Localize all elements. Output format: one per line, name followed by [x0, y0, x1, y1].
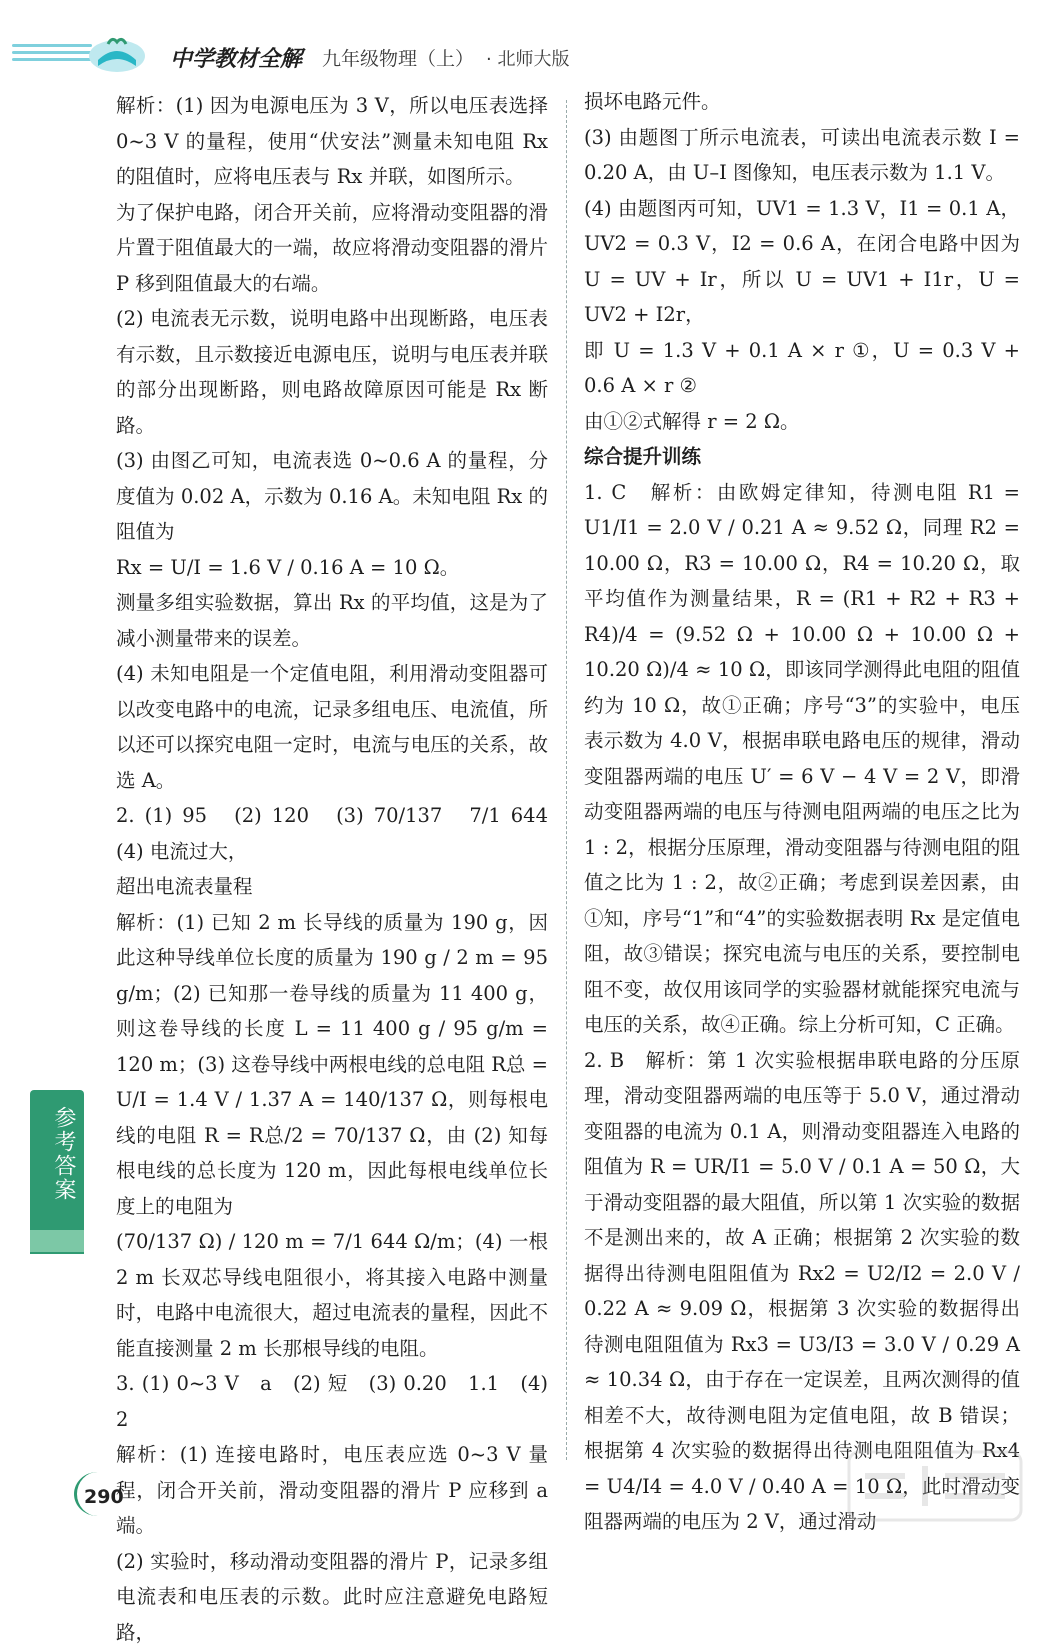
right-column [584, 84, 1020, 1540]
paragraph: (2) 电流表无示数，说明电路中出现断路，电压表有示数，且示数接近电源电压，说明与电压表并联的部分出现断路，则电路故障原因可能是 Rx 断路。 [116, 301, 548, 443]
side-tab-label: 参考答案 [38, 1106, 76, 1202]
column-divider [566, 100, 567, 1460]
side-tab [30, 1090, 84, 1230]
paragraph: 2. B 解析：第 1 次实验根据串联电路的分压原理，滑动变阻器两端的电压等于 5.0 V，通过滑动变阻器的电流为 0.1 A，则滑动变阻器连入电路的阻值为 R = UR/I1 = 5.0 V / 0.1 A = 50 Ω，大于滑动变阻器的最大阻值，所以第 1 次实验的数据不是测出来的，故 A 正确；根据第 2 次实验的数据得出待测电阻阻值为 Rx2 = U2/I2 = 2.0 V / 0.22 A ≈ 9.09 Ω，根据第 3 次实验的数据得出待测电阻阻值为 Rx3 = U3/I3 = 3.0 V / 0.29 A ≈ 10.34 Ω，由于存在一定误差，且两次测得的值相差不大，故待测电阻为定值电阻，故 B 错误；根据第 4 次实验的数据得出待测电阻阻值为 Rx4 = U4/I4 = 4.0 V / 0.40 A = 10 Ω，此时滑动变阻器两端的电压为 2 V，通过滑动 [584, 1043, 1020, 1540]
answer-line: 2. (1) 95 (2) 120 (3) 70/137 7/1 644 (4) 电流过大， [116, 798, 548, 869]
page-header [0, 0, 1043, 80]
paragraph: 测量多组实验数据，算出 Rx 的平均值，这是为了减小测量带来的误差。 [116, 585, 548, 656]
paragraph: 损坏电路元件。 [584, 84, 1020, 120]
header-title: 中学教材全解 [170, 42, 302, 73]
paragraph: 1. C 解析：由欧姆定律知，待测电阻 R1 = U1/I1 = 2.0 V / 0.21 A ≈ 9.52 Ω，同理 R2 = 10.00 Ω，R3 = 10.00 Ω，R4 = 10.20 Ω，取平均值作为测量结果，R = (R1 + R2 + R3 + R4)/4 = (9.52 Ω + 10.00 Ω + 10.00 Ω + 10.20 Ω)/4 ≈ 10 Ω，即该同学测得此电阻的阻值约为 10 Ω，故①正确；序号“3”的实验中，电压表示数为 4.0 V，根据串联电路电压的规律，滑动变阻器两端的电压 U′ = 6 V − 4 V = 2 V，即滑动变阻器两端的电压与待测电阻两端的电压之比为 1 : 2，根据分压原理，滑动变阻器与待测电阻的阻值之比为 1 : 2，故②正确；考虑到误差因素，由①知，序号“1”和“4”的实验数据表明 Rx 是定值电阻，故③错误；探究电流与电压的关系，要控制电阻不变，故仅用该同学的实验器材就能探究电流与电压的关系，故④正确。综上分析可知，C 正确。 [584, 475, 1020, 1043]
side-tab-underline [30, 1252, 84, 1254]
formula-line: Rx = U/I = 1.6 V / 0.16 A = 10 Ω。 [116, 550, 548, 586]
book-logo-icon [86, 30, 148, 74]
paragraph: (2) 实验时，移动滑动变阻器的滑片 P，记录多组电流表和电压表的示数。此时应注意避免电路短路， [116, 1544, 548, 1650]
side-tab-foot [30, 1230, 84, 1252]
paragraph: (3) 由题图丁所示电流表，可读出电流表示数 I = 0.20 A，由 U–I 图像知，电压表示数为 1.1 V。 [584, 120, 1020, 191]
left-column [116, 88, 548, 1650]
paragraph: 解析：(1) 连接电路时，电压表应选 0~3 V 量程，闭合开关前，滑动变阻器的滑片 P 应移到 a 端。 [116, 1437, 548, 1544]
answer-line: 3. (1) 0~3 V a (2) 短 (3) 0.20 1.1 (4) 2 [116, 1366, 548, 1437]
paragraph: (4) 由题图丙可知，UV1 = 1.3 V，I1 = 0.1 A，UV2 = 0.3 V，I2 = 0.6 A，在闭合电路中因为 U = UV + Ir，所以 U = UV1 + I1r，U = UV2 + I2r， [584, 191, 1020, 333]
paragraph: 解析：(1) 已知 2 m 长导线的质量为 190 g，因此这种导线单位长度的质量为 190 g / 2 m = 95 g/m；(2) 已知那一卷导线的质量为 11 400 g，则这卷导线的长度 L = 11 400 g / 95 g/m = 120 m；(3) 这卷导线中两根电线的总电阻 R总 = U/I = 1.4 V / 1.37 A = 140/137 Ω，则每根电线的电阻 R = R总/2 = 70/137 Ω，由 (2) 知每根电线的总长度为 120 m，因此每根电线单位长度上的电阻为 [116, 905, 548, 1225]
header-edition: · 北师大版 [486, 45, 569, 71]
watermark-logo-icon [845, 1446, 1025, 1526]
header-subtitle: 九年级物理（上） [322, 44, 474, 71]
paragraph: (3) 由图乙可知，电流表选 0~0.6 A 的量程，分度值为 0.02 A，示数为 0.16 A。未知电阻 Rx 的阻值为 [116, 443, 548, 550]
page-number: 290 [84, 1486, 124, 1508]
header-decoration [12, 44, 92, 66]
paragraph: 由①②式解得 r = 2 Ω。 [584, 404, 1020, 440]
paragraph: 为了保护电路，闭合开关前，应将滑动变阻器的滑片置于阻值最大的一端，故应将滑动变阻器的滑片 P 移到阻值最大的右端。 [116, 195, 548, 302]
section-heading: 综合提升训练 [584, 439, 1020, 475]
formula-line: 即 U = 1.3 V + 0.1 A × r ①，U = 0.3 V + 0.6 A × r ② [584, 333, 1020, 404]
answer-line: 超出电流表量程 [116, 869, 548, 905]
paragraph: (70/137 Ω) / 120 m = 7/1 644 Ω/m；(4) 一根 2 m 长双芯导线电阻很小，将其接入电路中测量时，电路中电流很大，超过电流表的量程，因此不能直接测量 2 m 长那根导线的电阻。 [116, 1224, 548, 1366]
paragraph: 解析：(1) 因为电源电压为 3 V，所以电压表选择 0~3 V 的量程，使用“伏安法”测量未知电阻 Rx 的阻值时，应将电压表与 Rx 并联，如图所示。 [116, 88, 548, 195]
paragraph: (4) 未知电阻是一个定值电阻，利用滑动变阻器可以改变电路中的电流，记录多组电压、电流值，所以还可以探究电阻一定时，电流与电压的关系，故选 A。 [116, 656, 548, 798]
